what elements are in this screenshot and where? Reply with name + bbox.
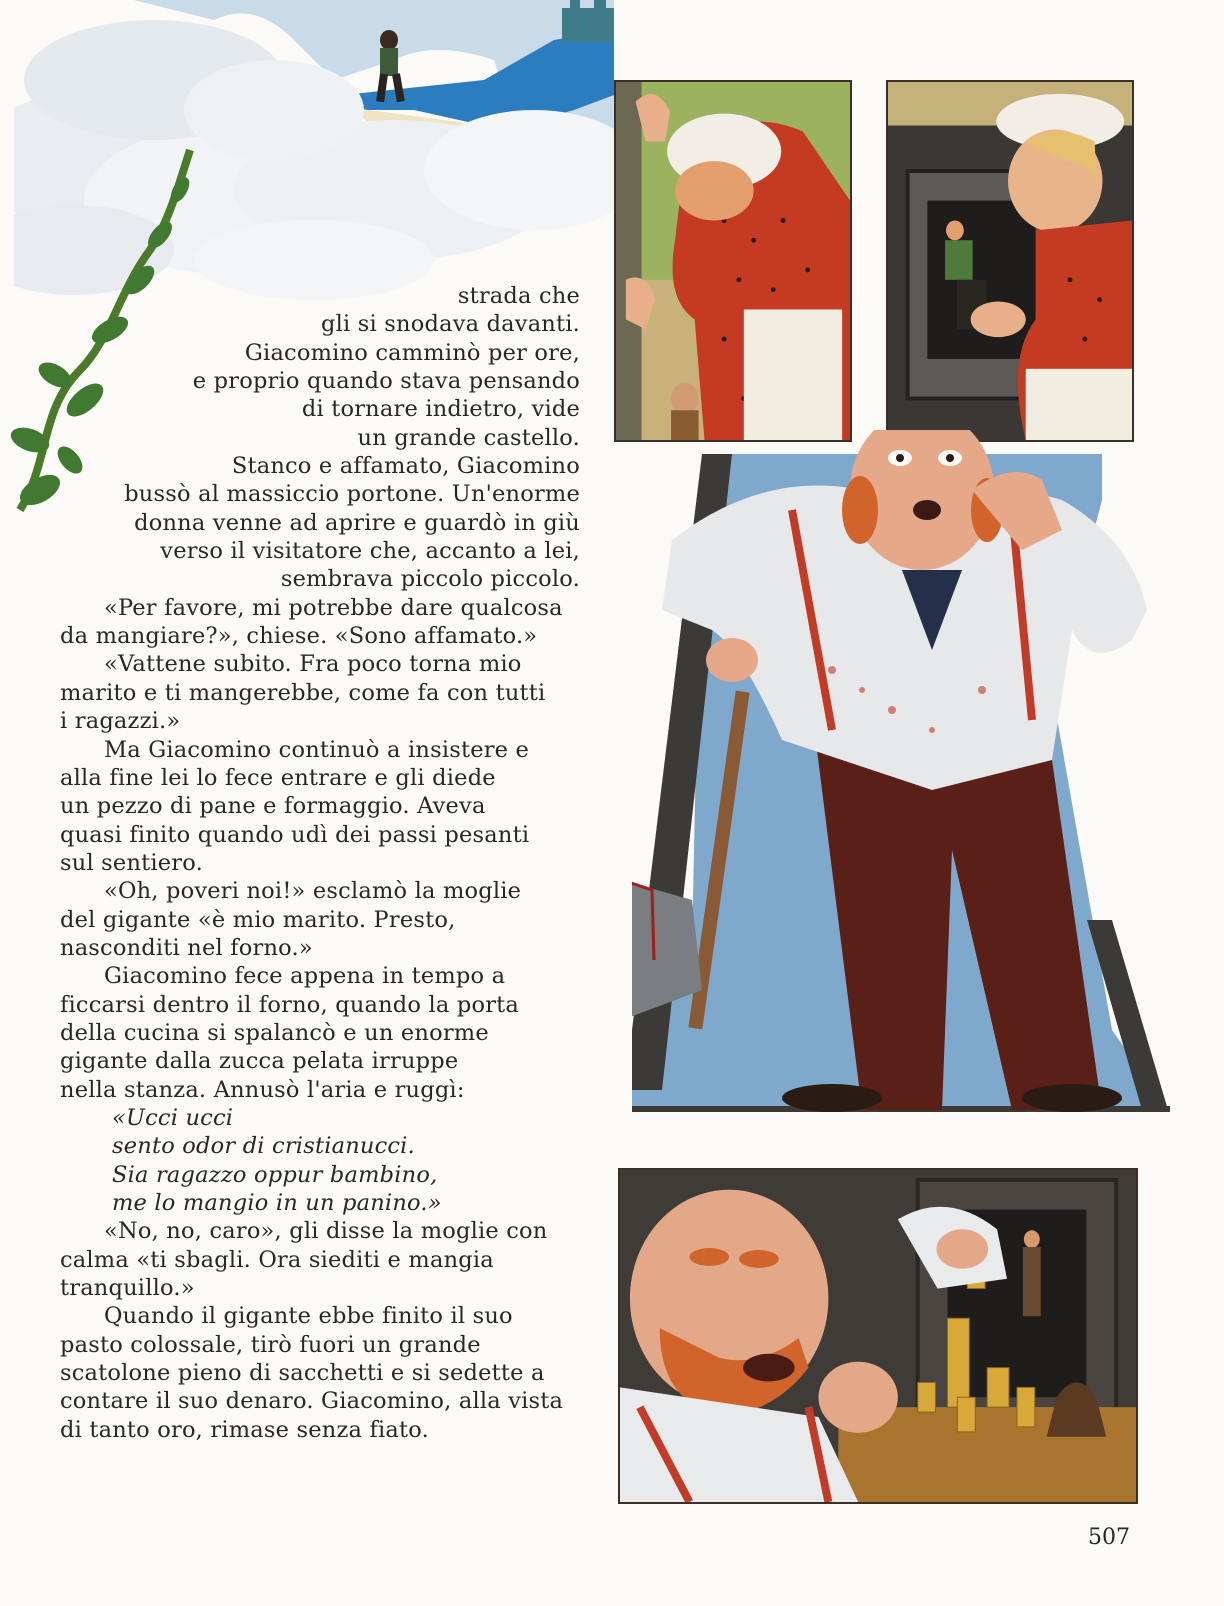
story-line: «No, no, caro», gli disse la moglie con bbox=[104, 1218, 548, 1245]
story-line: Giacomino fece appena in tempo a bbox=[104, 963, 506, 990]
poem-line: sento odor di cristianucci. bbox=[112, 1133, 415, 1160]
story-line: «Vattene subito. Fra poco torna mio bbox=[104, 651, 522, 678]
story-line: della cucina si spalancò e un enorme bbox=[60, 1019, 489, 1046]
panel-jack-in-oven bbox=[886, 80, 1134, 442]
story-line: marito e ti mangerebbe, come fa con tutti bbox=[60, 679, 546, 706]
story-line: un pezzo di pane e formaggio. Aveva bbox=[60, 793, 486, 820]
story-line: quasi finito quando udì dei passi pesanti bbox=[60, 821, 530, 848]
poem-line: «Ucci ucci bbox=[112, 1104, 234, 1131]
story-line: donna venne ad aprire e guardò in giù bbox=[134, 509, 580, 536]
story-line: di tornare indietro, vide bbox=[301, 396, 580, 423]
story-line: Stanco e affamato, Giacomino bbox=[231, 453, 580, 480]
story-line: nella stanza. Annusò l'aria e ruggì: bbox=[60, 1076, 465, 1103]
story-line: bussò al massiccio portone. Un'enorme bbox=[124, 481, 580, 508]
story-line: i ragazzi.» bbox=[60, 708, 181, 735]
story-line: e proprio quando stava pensando bbox=[192, 368, 580, 395]
story-line: calma «ti sbagli. Ora siediti e mangia bbox=[60, 1246, 494, 1273]
poem-line: Sia ragazzo oppur bambino, bbox=[112, 1161, 438, 1188]
story-line: «Oh, poveri noi!» esclamò la moglie bbox=[104, 878, 522, 905]
story-line: sembrava piccolo piccolo. bbox=[280, 566, 580, 593]
story-line: strada che bbox=[457, 283, 580, 309]
story-text bbox=[60, 282, 580, 1444]
story-line: Giacomino camminò per ore, bbox=[244, 339, 580, 366]
story-line: nasconditi nel forno.» bbox=[60, 934, 313, 961]
story-line: del gigante «è mio marito. Presto, bbox=[60, 906, 456, 933]
page-number: 507 bbox=[1088, 1525, 1130, 1550]
story-line: di tanto oro, rimase senza fiato. bbox=[60, 1416, 429, 1443]
panel-wife-at-door bbox=[614, 80, 852, 442]
story-line: Quando il gigante ebbe finito il suo bbox=[104, 1303, 513, 1330]
poem-line: me lo mangio in un panino.» bbox=[112, 1190, 442, 1216]
story-line: gli si snodava davanti. bbox=[321, 311, 580, 338]
story-line: Ma Giacomino continuò a insistere e bbox=[104, 736, 530, 763]
story-line: scatolone pieno di sacchetti e si sedette a bbox=[60, 1360, 545, 1387]
story-line: gigante dalla zucca pelata irruppe bbox=[60, 1048, 459, 1075]
story-line: alla fine lei lo fece entrare e gli diede bbox=[60, 764, 496, 791]
panel-giant-with-axe bbox=[632, 430, 1196, 1136]
story-line: contare il suo denaro. Giacomino, alla vista bbox=[60, 1388, 564, 1415]
story-line: un grande castello. bbox=[357, 424, 580, 451]
story-line: sul sentiero. bbox=[60, 849, 203, 876]
panel-giant-counting-gold bbox=[618, 1168, 1138, 1504]
story-line: verso il visitatore che, accanto a lei, bbox=[160, 538, 580, 565]
story-line: ficcarsi dentro il forno, quando la porta bbox=[60, 991, 520, 1018]
story-line: pasto colossale, tirò fuori un grande bbox=[60, 1331, 481, 1358]
story-line: da mangiare?», chiese. «Sono affamato.» bbox=[60, 623, 538, 650]
story-line: «Per favore, mi potrebbe dare qualcosa bbox=[104, 594, 563, 621]
story-line: tranquillo.» bbox=[60, 1275, 195, 1302]
